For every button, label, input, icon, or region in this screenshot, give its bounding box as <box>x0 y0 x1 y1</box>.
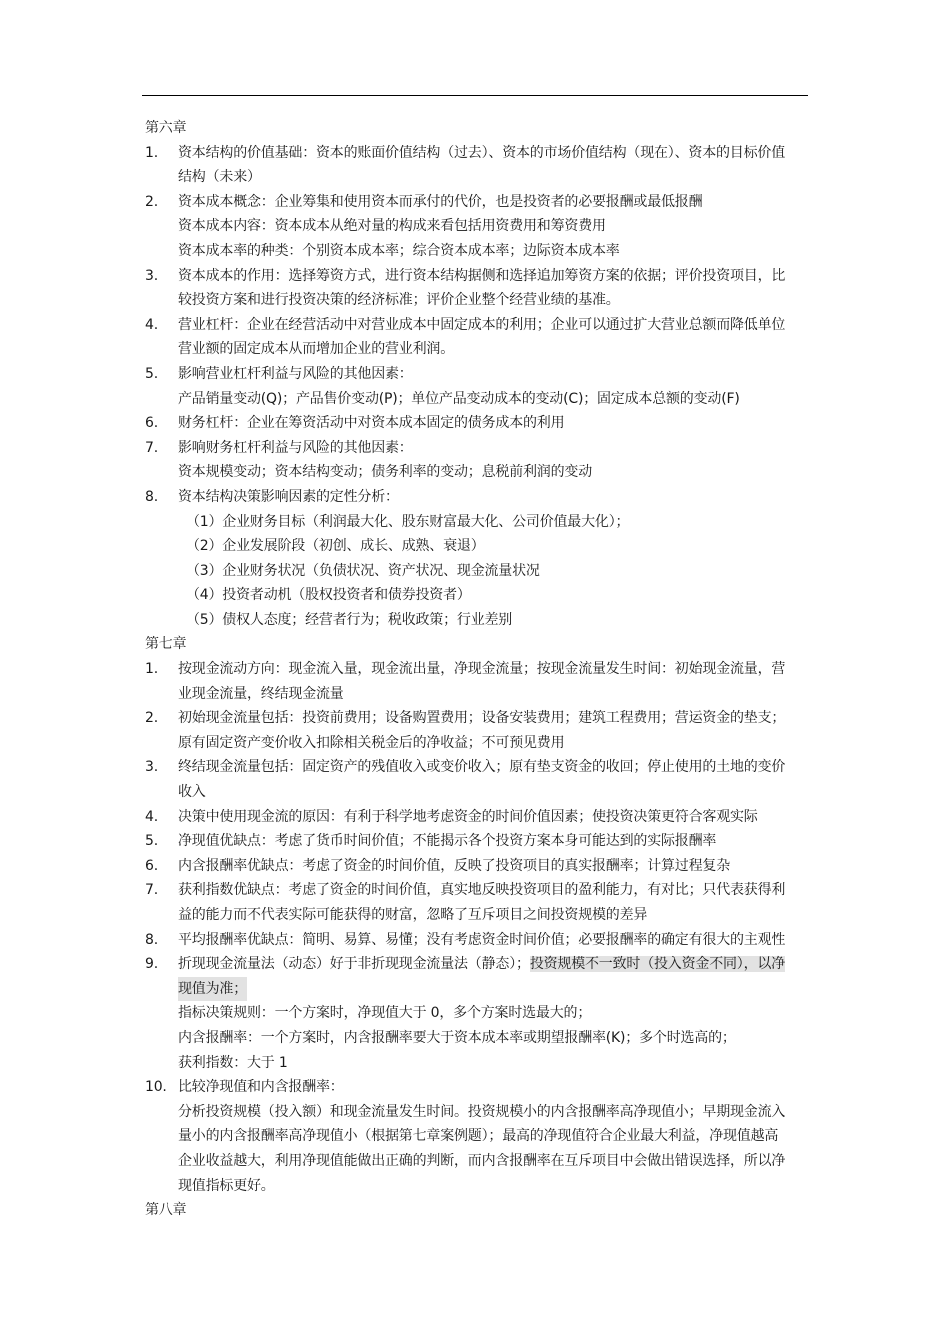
chapter-heading: 第六章 <box>145 120 187 136</box>
list-item-continuation: 收入 <box>178 784 206 801</box>
list-item-continuation: 获利指数：大于 1 <box>178 1054 288 1071</box>
list-item-continuation: 原有固定资产变价收入扣除相关税金后的净收益；不可预见费用 <box>178 734 565 751</box>
list-item: 8. 平均报酬率优缺点：简明、易算、易懂；没有考虑资金时间价值；必要报酬率的确定有很大的主观性 <box>145 931 786 948</box>
chapter-heading: 第七章 <box>145 636 187 653</box>
list-item-continuation: 资本成本内容：资本成本从绝对量的构成来看包括用资费用和筹资费用 <box>178 218 606 235</box>
highlighted-text: 现值为准； <box>178 977 247 1002</box>
list-item-continuation: 益的能力而不代表实际可能获得的财富，忽略了互斥项目之间投资规模的差异 <box>178 907 648 923</box>
list-item: 7. 获利指数优缺点：考虑了资金的时间价值，真实地反映投资项目的盈利能力，有对比；只代表获得利 <box>145 882 786 899</box>
list-item: 3. 资本成本的作用：选择筹资方式，进行资本结构据侧和选择追加筹资方案的依据；评价投资项目，比 <box>145 267 786 284</box>
list-item-text: 折现现金流量法（动态）好于非折现现金流量法（静态）； <box>178 956 530 973</box>
list-item-continuation <box>142 977 810 1002</box>
list-item: 9. 折现现金流量法（动态）好于非折现现金流量法（静态）；投资规模不一致时（投入资金不同），以净 <box>145 956 786 973</box>
list-item-continuation: 资本规模变动；资本结构变动；债务利率的变动；息税前利润的变动 <box>178 464 592 481</box>
list-item: 6. 内含报酬率优缺点：考虑了资金的时间价值，反映了投资项目的真实报酬率；计算过程复杂 <box>145 857 730 874</box>
list-item: 5. 影响营业杠杆利益与风险的其他因素： <box>145 365 413 382</box>
list-item: 5. 净现值优缺点：考虑了货币时间价值；不能揭示各个投资方案本身可能达到的实际报酬率 <box>145 833 717 850</box>
list-item: 4. 营业杠杆：企业在经营活动中对营业成本中固定成本的利用；企业可以通过扩大营业总额而降低单位 <box>145 316 786 333</box>
highlighted-text: 投资规模不一致时（投入资金不同），以净 <box>529 956 786 973</box>
list-item-continuation: 指标决策规则：一个方案时，净现值大于 0，多个方案时选最大的； <box>178 1005 592 1022</box>
list-item: 10. 比较净现值和内含报酬率： <box>145 1079 344 1096</box>
sub-item: （2）企业发展阶段（初创、成长、成熟、衰退） <box>186 538 485 555</box>
list-item: 7. 影响财务杠杆利益与风险的其他因素： <box>145 439 413 456</box>
list-item-continuation: 内含报酬率：一个方案时，内含报酬率要大于资本成本率或期望报酬率(K)；多个时选高的； <box>178 1029 736 1046</box>
list-item: 2. 初始现金流量包括：投资前费用；设备购置费用；设备安装费用；建筑工程费用；营运资金的垫支； <box>145 710 786 727</box>
list-item-continuation: 企业收益越大，利用净现值能做出正确的判断，而内含报酬率在互斥项目中会做出错误选择，所以净 <box>178 1152 786 1169</box>
list-item-continuation: 较投资方案和进行投资决策的经济标准；评价企业整个经营业绩的基准。 <box>178 292 620 309</box>
sub-item: （3）企业财务状况（负债状况、资产状况、现金流量状况 <box>186 562 540 579</box>
list-item: 1. 按现金流动方向：现金流入量，现金流出量，净现金流量；按现金流量发生时间：初始现金流量，营 <box>145 661 786 678</box>
list-item: 6. 财务杠杆：企业在筹资活动中对资本成本固定的债务成本的利用 <box>145 415 565 432</box>
list-item: 3. 终结现金流量包括：固定资产的残值收入或变价收入；原有垫支资金的收回；停止使用的土地的变价 <box>145 759 786 776</box>
sub-item: （1）企业财务目标（利润最大化、股东财富最大化、公司价值最大化）； <box>186 513 630 530</box>
list-item-continuation: 资本成本率的种类：个别资本成本率；综合资本成本率；边际资本成本率 <box>178 242 620 259</box>
document-body <box>142 116 810 1223</box>
list-item: 4. 决策中使用现金流的原因：有利于科学地考虑资金的时间价值因素；使投资决策更符合客观实际 <box>145 808 758 825</box>
list-item-continuation: 结构（未来） <box>178 169 261 186</box>
list-item-continuation: 业现金流量，终结现金流量 <box>178 685 344 702</box>
list-item-continuation: 现值指标更好。 <box>178 1177 275 1194</box>
list-item: 8. 资本结构决策影响因素的定性分析： <box>145 488 399 505</box>
list-item-continuation: 产品销量变动(Q)；产品售价变动(P)；单位产品变动成本的变动(C)；固定成本总额的变动(F) <box>178 390 740 407</box>
chapter-heading: 第八章 <box>145 1202 187 1219</box>
sub-item: （5）债权人态度；经营者行为；税收政策；行业差别 <box>186 611 513 628</box>
header-rule <box>142 95 808 96</box>
list-item: 2. 资本成本概念：企业筹集和使用资本而承付的代价，也是投资者的必要报酬或最低报酬 <box>145 193 703 210</box>
list-item-continuation: 分析投资规模（投入额）和现金流量发生时间。投资规模小的内含报酬率高净现值小；早期现金流入 <box>178 1103 786 1120</box>
list-item-continuation: 量小的内含报酬率高净现值小（根据第七章案例题）；最高的净现值符合企业最大利益，净现值越高 <box>178 1128 779 1145</box>
list-item-continuation: 营业额的固定成本从而增加企业的营业利润。 <box>178 341 454 358</box>
sub-item: （4）投资者动机（股权投资者和债券投资者） <box>186 587 471 604</box>
list-item: 1. 资本结构的价值基础：资本的账面价值结构（过去）、资本的市场价值结构（现在）、资本的目标价值 <box>145 144 785 161</box>
